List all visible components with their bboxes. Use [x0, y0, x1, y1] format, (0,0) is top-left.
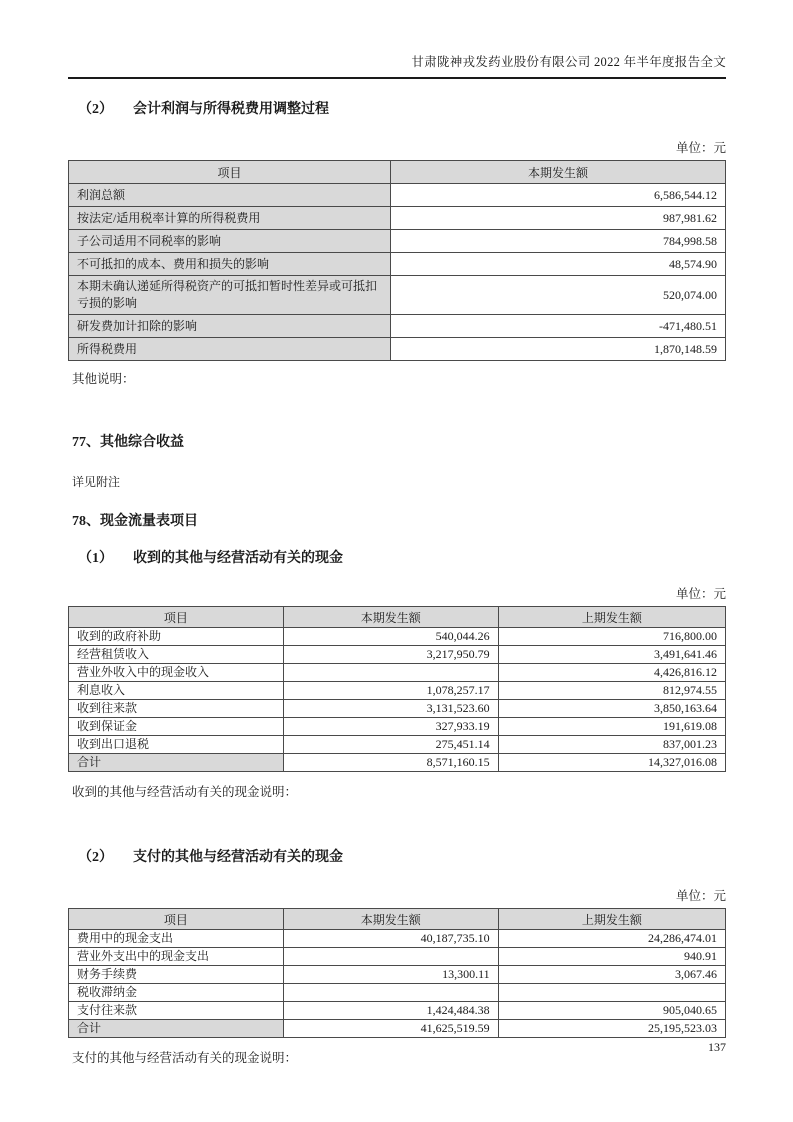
table-total-row	[69, 754, 726, 772]
section-title: 支付的其他与经营活动有关的现金	[133, 850, 343, 865]
value-cell: 4,426,816.12	[498, 664, 725, 682]
value-cell: 24,286,474.01	[498, 930, 725, 948]
section-title: 收到的其他与经营活动有关的现金	[133, 551, 343, 566]
cash-received-table	[68, 606, 726, 772]
value-cell: 3,131,523.60	[283, 700, 498, 718]
value-cell: 837,001.23	[498, 736, 725, 754]
table-row	[69, 700, 726, 718]
value-cell: 520,074.00	[390, 276, 725, 315]
value-cell: 48,574.90	[390, 253, 725, 276]
value-cell	[283, 948, 498, 966]
table-row	[69, 1002, 726, 1020]
section-title: 会计利润与所得税费用调整过程	[133, 102, 329, 117]
item-cell: 所得税费用	[69, 338, 391, 361]
column-header: 项目	[69, 161, 391, 184]
column-header: 项目	[69, 607, 284, 628]
item-cell: 财务手续费	[69, 966, 284, 984]
value-cell: 191,619.08	[498, 718, 725, 736]
tax-adjustment-table	[68, 160, 726, 361]
table-row	[69, 315, 726, 338]
value-cell: 987,981.62	[390, 207, 725, 230]
column-header: 本期发生额	[283, 909, 498, 930]
table-header-row	[69, 909, 726, 930]
section-number: （2）	[78, 850, 113, 865]
value-cell	[283, 664, 498, 682]
item-cell: 收到保证金	[69, 718, 284, 736]
item-cell: 收到往来款	[69, 700, 284, 718]
unit-label: 单位：元	[675, 141, 726, 155]
item-cell: 合计	[69, 754, 284, 772]
item-cell: 营业外支出中的现金支出	[69, 948, 284, 966]
item-cell: 利息收入	[69, 682, 284, 700]
cash-received-note: 收到的其他与经营活动有关的现金说明：	[72, 785, 298, 799]
column-header: 本期发生额	[283, 607, 498, 628]
item-cell: 经营租赁收入	[69, 646, 284, 664]
cash-paid-table	[68, 908, 726, 1038]
value-cell: 25,195,523.03	[498, 1020, 725, 1038]
table-row	[69, 718, 726, 736]
table-row	[69, 966, 726, 984]
report-title: 甘肃陇神戎发药业股份有限公司 2022 年半年度报告全文	[411, 55, 726, 69]
value-cell: 1,078,257.17	[283, 682, 498, 700]
value-cell: 3,217,950.79	[283, 646, 498, 664]
value-cell: 327,933.19	[283, 718, 498, 736]
value-cell: -471,480.51	[390, 315, 725, 338]
value-cell: 905,040.65	[498, 1002, 725, 1020]
value-cell: 3,491,641.46	[498, 646, 725, 664]
column-header: 上期发生额	[498, 607, 725, 628]
value-cell: 6,586,544.12	[390, 184, 725, 207]
value-cell: 13,300.11	[283, 966, 498, 984]
section-heading-cash-received	[78, 547, 726, 567]
table-row	[69, 628, 726, 646]
column-header: 本期发生额	[390, 161, 725, 184]
section-heading-77: 77、其他综合收益	[72, 435, 184, 450]
value-cell: 940.91	[498, 948, 725, 966]
value-cell: 41,625,519.59	[283, 1020, 498, 1038]
value-cell: 716,800.00	[498, 628, 725, 646]
value-cell: 40,187,735.10	[283, 930, 498, 948]
column-header: 项目	[69, 909, 284, 930]
item-cell: 利润总额	[69, 184, 391, 207]
item-cell: 收到的政府补助	[69, 628, 284, 646]
value-cell: 8,571,160.15	[283, 754, 498, 772]
cash-paid-note: 支付的其他与经营活动有关的现金说明：	[72, 1051, 298, 1065]
value-cell: 540,044.26	[283, 628, 498, 646]
table-row	[69, 276, 726, 315]
table-row	[69, 948, 726, 966]
item-cell: 本期未确认递延所得税资产的可抵扣暂时性差异或可抵扣亏损的影响	[69, 276, 391, 315]
item-cell: 合计	[69, 1020, 284, 1038]
table-row	[69, 253, 726, 276]
table-row	[69, 207, 726, 230]
item-cell: 营业外收入中的现金收入	[69, 664, 284, 682]
table-total-row	[69, 1020, 726, 1038]
table-row	[69, 338, 726, 361]
other-note-label: 其他说明：	[72, 372, 135, 386]
value-cell: 275,451.14	[283, 736, 498, 754]
item-cell: 费用中的现金支出	[69, 930, 284, 948]
table-row	[69, 646, 726, 664]
value-cell	[283, 984, 498, 1002]
item-cell: 按法定/适用税率计算的所得税费用	[69, 207, 391, 230]
value-cell: 1,870,148.59	[390, 338, 725, 361]
table-row	[69, 984, 726, 1002]
item-cell: 子公司适用不同税率的影响	[69, 230, 391, 253]
unit-label: 单位：元	[675, 889, 726, 903]
table-row	[69, 184, 726, 207]
table-row	[69, 664, 726, 682]
section-number: （1）	[78, 551, 113, 566]
value-cell: 3,067.46	[498, 966, 725, 984]
unit-label: 单位：元	[675, 587, 726, 601]
section-heading-cash-paid	[78, 846, 726, 866]
item-cell: 不可抵扣的成本、费用和损失的影响	[69, 253, 391, 276]
section-heading-tax-adjustment	[78, 98, 726, 118]
table-header-row	[69, 161, 726, 184]
table-row	[69, 736, 726, 754]
section-number: （2）	[78, 102, 113, 117]
item-cell: 研发费加计扣除的影响	[69, 315, 391, 338]
value-cell: 784,998.58	[390, 230, 725, 253]
item-cell: 收到出口退税	[69, 736, 284, 754]
section-77-body: 详见附注	[72, 475, 121, 489]
table-row	[69, 230, 726, 253]
item-cell: 税收滞纳金	[69, 984, 284, 1002]
column-header: 上期发生额	[498, 909, 725, 930]
page-number: 137	[708, 1040, 726, 1054]
value-cell: 3,850,163.64	[498, 700, 725, 718]
value-cell: 812,974.55	[498, 682, 725, 700]
table-row	[69, 682, 726, 700]
value-cell	[498, 984, 725, 1002]
table-row	[69, 930, 726, 948]
section-heading-78: 78、现金流量表项目	[72, 514, 198, 529]
table-header-row	[69, 607, 726, 628]
value-cell: 1,424,484.38	[283, 1002, 498, 1020]
page-header	[68, 52, 726, 79]
item-cell: 支付往来款	[69, 1002, 284, 1020]
value-cell: 14,327,016.08	[498, 754, 725, 772]
